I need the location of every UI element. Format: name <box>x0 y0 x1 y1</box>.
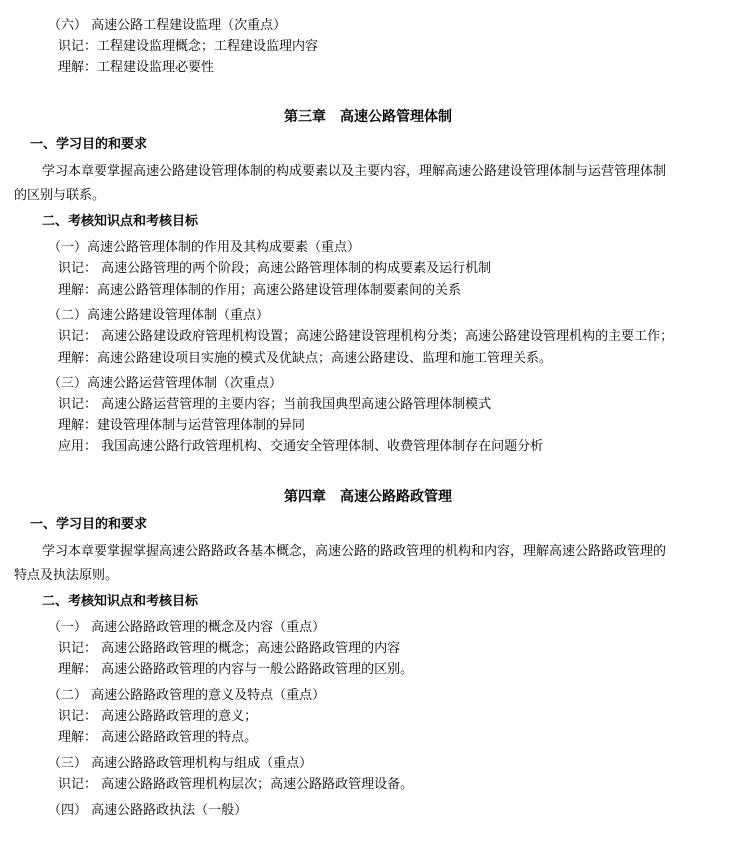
section-heading: （四） 高速公路路政执法（一般） <box>48 803 248 818</box>
memorize-line: 识记： 高速公路管理的两个阶段；高速公路管理体制的构成要素及运行机制 <box>58 261 492 276</box>
chapter4-goal-text-2: 特点及执法原则。 <box>14 568 119 583</box>
memorize-line: 识记： 高速公路路政管理的概念；高速公路路政管理的内容 <box>58 641 401 656</box>
understand-line: 理解：高速公路管理体制的作用；高速公路建设管理体制要素间的关系 <box>58 283 462 298</box>
apply-line: 应用： 我国高速公路行政管理机构、交通安全管理体制、收费管理体制存在问题分析 <box>58 439 544 454</box>
section-heading: （三）高速公路运营管理体制（次重点） <box>48 376 283 391</box>
chapter4-kp-heading: 二、考核知识点和考核目标 <box>42 594 199 609</box>
memorize-line: 识记： 高速公路路政管理机构层次；高速公路路政管理设备。 <box>58 777 414 792</box>
section-heading: （二）高速公路建设管理体制（重点） <box>48 308 270 323</box>
understand-line: 理解： 高速公路路政管理的内容与一般公路路政管理的区别。 <box>58 662 414 677</box>
chapter4-goal-text-1: 学习本章要掌握掌握高速公路路政各基本概念，高速公路的路政管理的机构和内容，理解高速公路路政管理的 <box>42 544 667 559</box>
understand-line: 理解：高速公路建设项目实施的模式及优缺点；高速公路建设、监理和施工管理关系。 <box>58 351 553 366</box>
section-heading: （一）高速公路管理体制的作用及其构成要素（重点） <box>48 240 361 255</box>
section-heading: （一） 高速公路路政管理的概念及内容（重点） <box>48 620 326 635</box>
understand-line: 理解：建设管理体制与运营管理体制的异同 <box>58 418 306 433</box>
chapter3-goal-text-1: 学习本章要掌握高速公路建设管理体制的构成要素以及主要内容，理解高速公路建设管理体制与运营管理体制 <box>42 164 667 179</box>
chapter3-kp-heading: 二、考核知识点和考核目标 <box>42 214 199 229</box>
chapter3-title: 第三章 高速公路管理体制 <box>284 109 452 125</box>
memorize-line: 识记： 高速公路建设政府管理机构设置；高速公路建设管理机构分类；高速公路建设管理机构的主要工作； <box>58 329 674 344</box>
memorize-line: 识记： 高速公路路政管理的意义； <box>58 709 258 724</box>
memorize-line: 识记：工程建设监理概念；工程建设监理内容 <box>58 39 319 54</box>
section-heading: （二） 高速公路路政管理的意义及特点（重点） <box>48 688 326 703</box>
chapter3-goal-heading: 一、学习目的和要求 <box>30 137 148 152</box>
chapter4-goal-heading: 一、学习目的和要求 <box>30 517 148 532</box>
section-heading: （三） 高速公路路政管理机构与组成（重点） <box>48 756 313 771</box>
chapter3-goal-text-2: 的区别与联系。 <box>14 188 106 203</box>
section-heading: （六） 高速公路工程建设监理（次重点） <box>48 18 287 33</box>
chapter4-title: 第四章 高速公路路政管理 <box>284 489 452 505</box>
memorize-line: 识记： 高速公路运营管理的主要内容；当前我国典型高速公路管理体制模式 <box>58 397 492 412</box>
understand-line: 理解：工程建设监理必要性 <box>58 60 215 75</box>
understand-line: 理解： 高速公路路政管理的特点。 <box>58 730 258 745</box>
